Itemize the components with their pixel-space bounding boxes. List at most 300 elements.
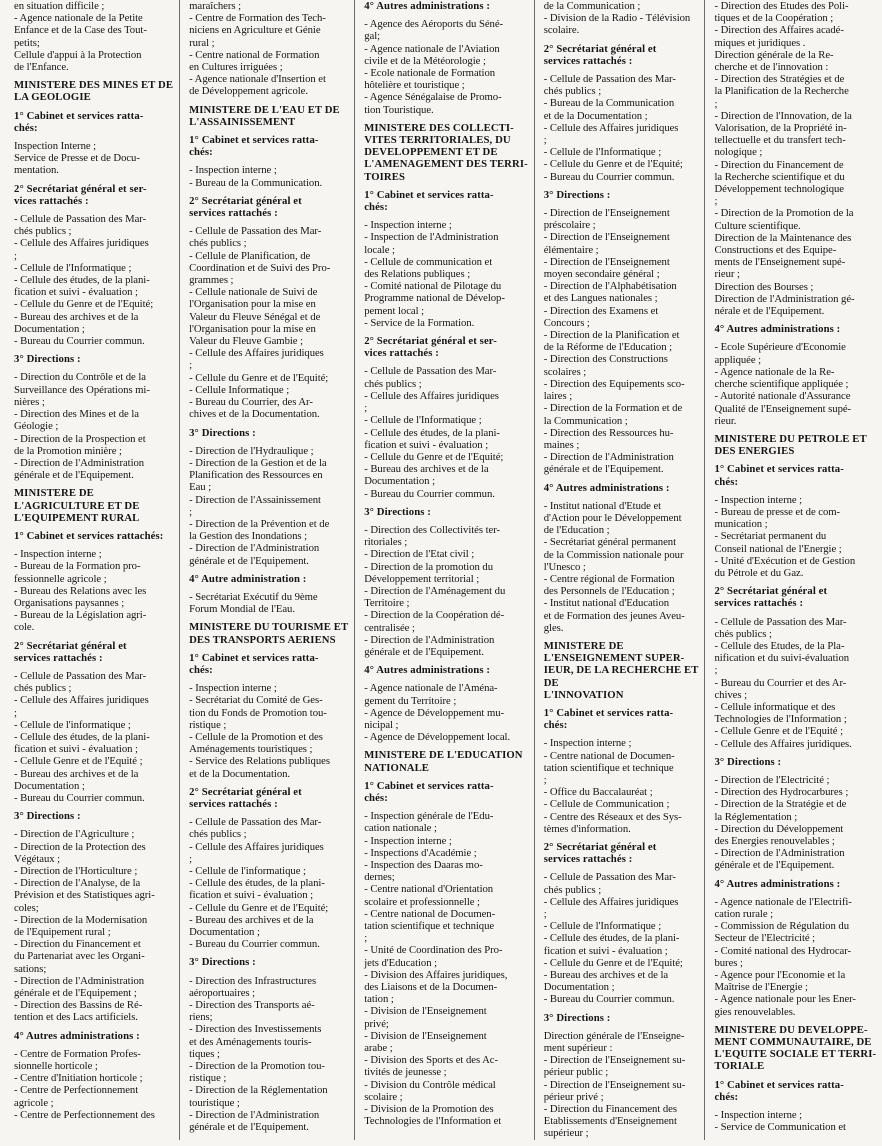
text-line: - Bureau des archives et de la: [14, 310, 139, 323]
text-line: touristique ;: [189, 1096, 240, 1109]
text-line: - Bureau de la Formation pro-: [14, 560, 141, 573]
text-line: Planification des Ressources en: [189, 469, 323, 482]
text-line: - Division des Affaires juridiques,: [364, 968, 508, 981]
text-line: - Direction de l'Enseignement: [543, 231, 670, 244]
text-line: ment supérieur :: [543, 1042, 613, 1055]
section-heading: [189, 573, 348, 585]
section-heading: [189, 195, 348, 219]
heading-line: 1° Cabinet et services ratta-: [189, 651, 319, 664]
text-line: des Energies renouvelables ;: [714, 835, 835, 847]
text-line: générale et de l'Equipement.: [714, 859, 835, 872]
text-line: - Direction de l'Administration: [14, 456, 145, 469]
text-block: [544, 207, 699, 475]
text-line: - Comité national de Pilotage du: [364, 280, 502, 293]
text-line: ;: [543, 908, 547, 921]
text-line: chés publics ;: [364, 377, 422, 390]
section-heading: [544, 482, 699, 494]
text-line: de l'Education ;: [543, 524, 610, 537]
text-line: générale et de l'Equipement.: [189, 554, 309, 567]
text-line: - Inspections d'Académie ;: [364, 846, 477, 859]
text-line: - Direction du Financement de: [714, 158, 844, 171]
text-line: - Centre d'Initiation horticole ;: [14, 1072, 143, 1085]
text-block: [14, 140, 173, 177]
text-line: Développement territorial ;: [364, 572, 480, 585]
section-heading: [14, 487, 173, 524]
text-line: petits;: [14, 36, 40, 49]
text-line: Inspection Interne ;: [14, 140, 97, 153]
text-line: - Direction de l'Administration: [543, 451, 674, 464]
text-line: riens;: [189, 1011, 213, 1024]
heading-line: 2° Secrétariat général et: [189, 194, 302, 207]
text-line: - Inspection interne ;: [714, 1109, 803, 1122]
text-line: - Secrétariat permanent du: [714, 530, 827, 543]
heading-line: 3° Directions :: [189, 426, 256, 439]
text-line: l'Unesco ;: [543, 560, 586, 573]
section-heading: [714, 1024, 876, 1073]
text-line: ;: [714, 195, 718, 208]
heading-line: 3° Directions :: [543, 1011, 611, 1024]
text-line: - Secrétariat du Comité de Ges-: [189, 694, 323, 707]
text-block: [189, 682, 348, 780]
text-line: tellectuelle et du transfert tech-: [714, 134, 846, 147]
text-line: Territoire ;: [364, 597, 410, 610]
heading-line: MINISTERE DU PETROLE ET: [714, 432, 867, 445]
section-heading: [364, 780, 528, 804]
text-column-5: [704, 0, 882, 1140]
text-line: - Centre de Formation des Tech-: [189, 12, 326, 25]
text-line: Concours ;: [543, 316, 590, 329]
text-line: - Unité de Coordination des Pro-: [364, 944, 503, 957]
text-line: - Bureau des archives et de la: [189, 913, 314, 926]
text-line: ;: [189, 505, 193, 518]
text-line: - Agence nationale pour les Ener-: [714, 993, 856, 1006]
section-heading: [714, 878, 876, 890]
text-line: - Bureau de presse et de com-: [714, 505, 841, 518]
text-block: [14, 213, 173, 347]
text-line: périeur public ;: [543, 1066, 609, 1079]
section-heading: [189, 786, 348, 810]
text-line: Valorisation, de la Propriété in-: [714, 122, 847, 135]
text-line: - Direction des Hydrocarbures ;: [714, 786, 849, 799]
text-line: - Direction de la Promotion de la: [714, 207, 854, 220]
text-line: - Cellule de Passation des Mar-: [364, 365, 497, 378]
text-line: de l'Enfance.: [14, 61, 69, 74]
text-line: - Ecole nationale de Formation: [364, 67, 496, 80]
text-line: tiques et de la Coopération ;: [714, 12, 834, 25]
text-line: scolaire.: [543, 24, 580, 37]
section-heading: [189, 104, 348, 128]
text-line: Direction des Bourses ;: [714, 280, 814, 293]
text-line: - Direction de la Planification et: [543, 329, 680, 342]
text-line: - Direction de l'Enseignement: [543, 207, 670, 220]
section-heading: [189, 621, 348, 645]
text-line: Technologies de l'Information et: [364, 1115, 502, 1128]
text-line: - Direction du Contrôle et de la: [14, 371, 146, 384]
text-line: chives et de la Documentation.: [189, 408, 320, 421]
heading-line: TORIALE: [714, 1060, 765, 1073]
heading-line: 1° Cabinet et services ratta-: [189, 134, 319, 147]
heading-line: vices rattachés :: [14, 194, 89, 207]
text-line: nologique ;: [714, 146, 763, 159]
text-line: d'Action pour le Développement: [543, 511, 682, 524]
text-line: Direction de la Maintenance des: [714, 231, 852, 244]
text-line: - Direction des Constructions: [543, 353, 668, 366]
text-line: Conseil national de l'Energie ;: [714, 542, 842, 555]
heading-line: 3° Directions :: [364, 505, 431, 518]
text-line: - Agence des Aéroports du Séné-: [364, 18, 504, 31]
heading-line: DEVELOPPEMENT ET DE: [364, 146, 498, 159]
heading-line: 1° Cabinet et services ratta-: [714, 1078, 844, 1091]
heading-line: services rattachés :: [543, 54, 633, 67]
text-line: des Relations publiques ;: [364, 268, 471, 281]
text-line: Enfance et de la Case des Tout-: [14, 24, 147, 37]
text-line: bures ;: [714, 956, 743, 969]
text-line: l'Organisation pour la mise en: [189, 322, 316, 335]
text-line: ;: [189, 359, 193, 372]
text-line: tation scientifique et technique: [364, 920, 495, 933]
text-line: - Cellule informatique et des: [714, 700, 836, 713]
text-line: ;: [189, 852, 193, 865]
text-line: la Planification de la Recherche: [714, 85, 849, 98]
text-line: - Direction de l'Assainissement: [189, 493, 321, 506]
heading-line: 4° Autres administrations :: [714, 877, 841, 890]
text-line: - Cellule du Genre et de l'Equité;: [189, 371, 329, 384]
text-line: - Direction de la Protection des: [14, 840, 146, 853]
text-line: - Direction du Financement des: [543, 1103, 677, 1116]
text-line: - Cellule des Affaires juridiques: [189, 840, 324, 853]
text-line: fessionnelle agricole ;: [14, 572, 107, 585]
text-line: générale et de l'Equipement.: [189, 1121, 309, 1134]
text-line: - Bureau de la Communication.: [189, 176, 323, 189]
text-line: miques et juridiques .: [714, 36, 806, 49]
text-line: supérieur ;: [543, 1127, 589, 1140]
text-line: - Centre national de Documen-: [364, 907, 496, 920]
section-heading: [544, 1012, 699, 1024]
text-line: la Gestion des Inondations ;: [189, 530, 308, 543]
text-line: cherche scientifique appliquée ;: [714, 378, 849, 391]
section-heading: [714, 433, 876, 457]
heading-line: MINISTERE DE L'EDUCATION: [364, 749, 523, 762]
text-line: chés publics ;: [14, 225, 72, 238]
heading-line: 3° Directions :: [14, 810, 81, 823]
text-line: - Cellule de Passation des Mar-: [14, 669, 147, 682]
text-line: - Service de la Formation.: [364, 316, 475, 329]
text-line: fication et suivi - évaluation ;: [364, 438, 489, 451]
text-line: - Bureau de la Législation agri-: [14, 609, 147, 622]
text-line: laires ;: [543, 390, 573, 403]
text-line: - Direction de l'Administration: [14, 974, 145, 987]
text-line: - Cellule de Passation des Mar-: [543, 871, 676, 884]
text-line: scolaire et professionnelle ;: [364, 895, 480, 908]
text-line: générale et de l'Equipement ;: [14, 987, 137, 1000]
text-line: - Inspection interne ;: [189, 164, 277, 177]
text-line: - Bureau du Courrier commun.: [14, 791, 145, 804]
text-line: et de la Documentation ;: [543, 109, 648, 122]
text-block: [364, 365, 528, 499]
text-line: munication ;: [714, 518, 768, 531]
text-line: ;: [364, 932, 368, 945]
text-block: [714, 341, 876, 426]
text-line: appliquée ;: [714, 353, 762, 366]
heading-line: MINISTERE DE: [543, 639, 624, 652]
text-line: moyen secondaire général ;: [543, 268, 660, 281]
heading-line: L'EQUIPEMENT RURAL: [14, 511, 140, 524]
text-line: Documentation ;: [364, 475, 435, 488]
text-block: [189, 225, 348, 420]
text-line: - Cellule de l'informatique ;: [14, 718, 131, 731]
text-line: - Direction de l'Administration: [714, 847, 845, 860]
text-line: scolaire ;: [364, 1090, 403, 1103]
heading-line: services rattachés :: [14, 651, 103, 664]
text-line: - Service de Communication et: [714, 1121, 846, 1134]
text-line: tiques ;: [189, 1047, 220, 1060]
text-line: fication et suivi - évaluation ;: [189, 889, 314, 902]
heading-line: DE: [543, 676, 559, 689]
text-line: - Direction des Mines et de la: [14, 408, 139, 421]
section-heading: [189, 956, 348, 968]
text-line: - Inspection générale de l'Edu-: [364, 810, 494, 823]
text-line: Culture scientifique.: [714, 219, 801, 232]
heading-line: 3° Directions :: [543, 188, 611, 201]
section-heading: [189, 134, 348, 158]
text-line: - Centre de Perfectionnement des: [14, 1108, 155, 1121]
text-line: - Direction de la Modernisation: [14, 913, 148, 926]
heading-line: 2° Secrétariat général et ser-: [14, 182, 147, 195]
heading-line: 1° Cabinet et services ratta-: [543, 706, 674, 719]
text-line: chés publics ;: [189, 828, 247, 841]
heading-line: chés:: [189, 663, 213, 676]
text-line: ;: [14, 706, 17, 719]
text-line: - Cellule des Affaires juridiques: [543, 121, 679, 134]
section-heading: [14, 110, 173, 134]
text-block: [714, 616, 876, 750]
text-line: - Cellule du Genre et de l'Equité;: [189, 901, 329, 914]
text-line: Direction de l'Administration gé-: [714, 292, 855, 305]
section-heading: [714, 463, 876, 487]
text-line: - Cellule de l'Informatique ;: [543, 146, 662, 159]
text-line: - Direction des Etudes des Poli-: [714, 0, 849, 12]
heading-line: 1° Cabinet et services rattachés:: [14, 529, 164, 542]
text-line: chés publics ;: [543, 85, 602, 98]
section-heading: [189, 427, 348, 439]
text-line: tèmes d'information.: [543, 822, 631, 835]
text-line: - Division de l'Enseignement: [364, 1005, 487, 1018]
section-heading: [364, 189, 528, 213]
text-line: - Cellule Genre et de l'Equité ;: [714, 725, 843, 738]
text-line: - Cellule Informatique ;: [189, 383, 290, 396]
text-line: - Bureau du Courrier commun.: [543, 993, 675, 1006]
text-line: privé;: [364, 1017, 389, 1030]
text-line: - Division du Contrôle médical: [364, 1078, 496, 1091]
text-line: générale et de l'Equipement.: [14, 469, 134, 482]
heading-line: chés:: [364, 791, 388, 804]
text-line: - Division de la Radio - Télévision: [543, 12, 691, 25]
section-heading: [544, 43, 699, 67]
text-line: Documentation ;: [543, 981, 615, 994]
heading-line: 4° Autres administrations :: [543, 481, 670, 494]
text-line: des Personnels de l'Education ;: [543, 585, 675, 598]
text-line: pement local ;: [364, 304, 425, 317]
text-line: Programme national de Dévelop-: [364, 292, 505, 305]
text-block: [714, 0, 876, 317]
text-line: - Direction des Ressources hu-: [543, 426, 674, 439]
text-line: - Cellule de Passation des Mar-: [14, 213, 147, 226]
heading-line: 2° Secrétariat général et: [189, 785, 302, 798]
section-heading: [14, 640, 173, 664]
text-column-3: [354, 0, 534, 1140]
text-line: - Agence de Développement mu-: [364, 706, 505, 719]
heading-line: L'ENSEIGNEMENT SUPER-: [543, 652, 685, 665]
text-line: rieur.: [714, 414, 737, 427]
text-line: cole.: [14, 621, 35, 634]
text-block: [189, 816, 348, 950]
heading-line: 4° Autres administrations :: [364, 664, 491, 677]
text-line: - Agence nationale de la Re-: [714, 365, 835, 378]
text-line: - Division de la Promotion des: [364, 1103, 494, 1116]
heading-line: NATIONALE: [364, 761, 430, 774]
text-line: en situation difficile ;: [14, 0, 105, 12]
text-line: ;: [714, 664, 718, 677]
text-line: Eau ;: [189, 481, 212, 494]
text-line: - Cellule Genre et de l'Equité ;: [14, 755, 143, 768]
text-column-2: [179, 0, 354, 1140]
text-line: Maîtrise de l'Energie ;: [714, 981, 808, 994]
text-line: - Direction de l'Agriculture ;: [14, 828, 135, 841]
text-line: - Agence pour l'Economie et la: [714, 969, 846, 982]
text-line: l'Organisation pour la mise en: [189, 298, 316, 311]
heading-line: vices rattachés :: [364, 347, 439, 360]
text-block: [14, 670, 173, 804]
text-block: [544, 871, 699, 1005]
text-line: ;: [14, 249, 17, 262]
section-heading: [364, 506, 528, 518]
text-line: - Institut national d'Education: [543, 597, 670, 610]
heading-line: 4° Autres administrations :: [364, 0, 491, 12]
text-line: - Cellule des Affaires juridiques: [189, 347, 324, 360]
text-line: - Direction de l'Administration: [189, 1108, 320, 1121]
text-line: - Agence nationale de la Petite: [14, 12, 143, 25]
text-line: - Inspection des Daaras mo-: [364, 859, 483, 871]
text-line: - Centre national de Formation: [189, 48, 320, 61]
text-line: tion du Fonds de Promotion tou-: [189, 706, 327, 719]
text-line: cherche et de l'innovation :: [714, 61, 829, 74]
text-line: de la Réforme de l'Education ;: [543, 341, 673, 354]
text-line: - Direction de l'Administration: [189, 542, 320, 555]
text-line: - Inspection interne ;: [364, 219, 452, 232]
text-line: - Direction de la Réglementation: [189, 1084, 328, 1097]
text-line: - Cellule de l'Informatique ;: [14, 261, 132, 274]
text-line: - Agence Sénégalaise de Promo-: [364, 91, 502, 104]
heading-line: L'INNOVATION: [543, 688, 624, 701]
text-line: Documentation ;: [14, 322, 85, 335]
text-column-4: [534, 0, 705, 1140]
text-block: [14, 548, 173, 633]
text-line: - Centre de Perfectionnement: [14, 1084, 139, 1097]
text-block: [189, 975, 348, 1134]
text-block: [714, 494, 876, 579]
heading-line: L'ASSAINISSEMENT: [189, 115, 296, 128]
heading-line: 4° Autres administrations :: [714, 323, 841, 336]
heading-line: 1° Cabinet et services ratta-: [364, 779, 494, 792]
text-line: - Direction des Collectivités ter-: [364, 523, 500, 536]
section-heading: [364, 664, 528, 676]
text-line: - Direction des Infrastructures: [189, 974, 317, 987]
text-line: gles.: [543, 621, 564, 634]
text-line: nification et du suivi-évaluation: [714, 652, 850, 665]
section-heading: [14, 530, 173, 542]
text-line: des Liaisons et de la Documen-: [364, 981, 498, 994]
text-line: maraîchers ;: [189, 0, 242, 12]
text-line: du Partenariat avec les Organi-: [14, 950, 145, 963]
text-line: - Cellule de Passation des Mar-: [543, 73, 676, 86]
text-line: ;: [543, 773, 547, 786]
text-line: tation ;: [364, 993, 394, 1006]
block-spacer: [14, 1121, 173, 1127]
text-line: Géologie ;: [14, 420, 59, 433]
text-line: - Direction de l'Enseignement su-: [543, 1078, 686, 1091]
section-heading: [714, 756, 876, 768]
heading-line: chés:: [14, 121, 38, 134]
heading-line: chés:: [543, 719, 568, 732]
heading-line: 2° Secrétariat général et: [14, 639, 127, 652]
text-line: - Comité national des Hydrocar-: [714, 944, 852, 957]
text-line: Qualité de l'Enseignement supé-: [714, 402, 852, 415]
text-line: ristique ;: [189, 1072, 227, 1085]
text-line: Technologies de l'Information ;: [714, 713, 847, 726]
section-heading: [364, 335, 528, 359]
text-line: Documentation ;: [14, 779, 85, 792]
text-line: niciens en Agriculture et Génie: [189, 24, 321, 37]
text-line: - Institut national d'Etude et: [543, 499, 662, 512]
text-line: la Recherche scientifique et du: [714, 170, 845, 183]
text-line: - Cellule du Genre et de l'Equité;: [364, 450, 504, 463]
text-line: nières ;: [14, 395, 45, 408]
text-line: fication et suivi - évaluation ;: [543, 944, 668, 957]
text-line: - Direction de l'Etat civil ;: [364, 548, 475, 561]
text-line: - Cellule des Affaires juridiques: [14, 237, 149, 250]
text-line: - Centre national de Documen-: [543, 749, 675, 762]
text-line: - Direction des Examens et: [543, 304, 659, 317]
text-line: - Ecole Supérieure d'Economie: [714, 341, 846, 354]
text-block: [364, 524, 528, 658]
text-line: - Cellule des études, de la plani-: [14, 274, 150, 287]
text-line: - Centre des Réseaux et des Sys-: [543, 810, 682, 823]
text-line: - Direction de l'Administration: [364, 633, 495, 646]
section-heading: [714, 323, 876, 335]
text-line: - Bureau des Relations avec les: [14, 584, 147, 597]
heading-line: 1° Cabinet et services ratta-: [14, 109, 144, 122]
section-heading: [14, 79, 173, 103]
heading-line: IEUR, DE LA RECHERCHE ET: [543, 664, 699, 677]
text-line: Valeur du Fleuve Gambie ;: [189, 335, 304, 348]
text-line: et des Aménagements touris-: [189, 1035, 312, 1048]
heading-line: 4° Autre administration :: [189, 572, 307, 585]
text-line: - Direction de l'Innovation, de la: [714, 109, 852, 122]
text-line: - Bureau du Courrier commun.: [14, 335, 145, 348]
text-line: - Bureau du Courrier commun.: [364, 487, 495, 500]
heading-line: 4° Autres administrations :: [14, 1029, 140, 1042]
text-line: - Direction des Affaires acadé-: [714, 24, 844, 37]
text-line: nérale et de l'Equipement.: [714, 305, 825, 318]
text-line: scolaires ;: [543, 365, 587, 378]
text-line: - Direction du Développement: [714, 822, 844, 835]
text-line: Forum Mondial de l'Eau.: [189, 603, 295, 616]
section-heading: [544, 707, 699, 731]
text-line: - Cellule de la Promotion et des: [189, 730, 323, 743]
text-line: rural ;: [189, 36, 215, 49]
text-line: - Direction de la Coopération dé-: [364, 609, 505, 622]
text-line: - Cellule du Genre et de l'Equité;: [543, 956, 683, 969]
